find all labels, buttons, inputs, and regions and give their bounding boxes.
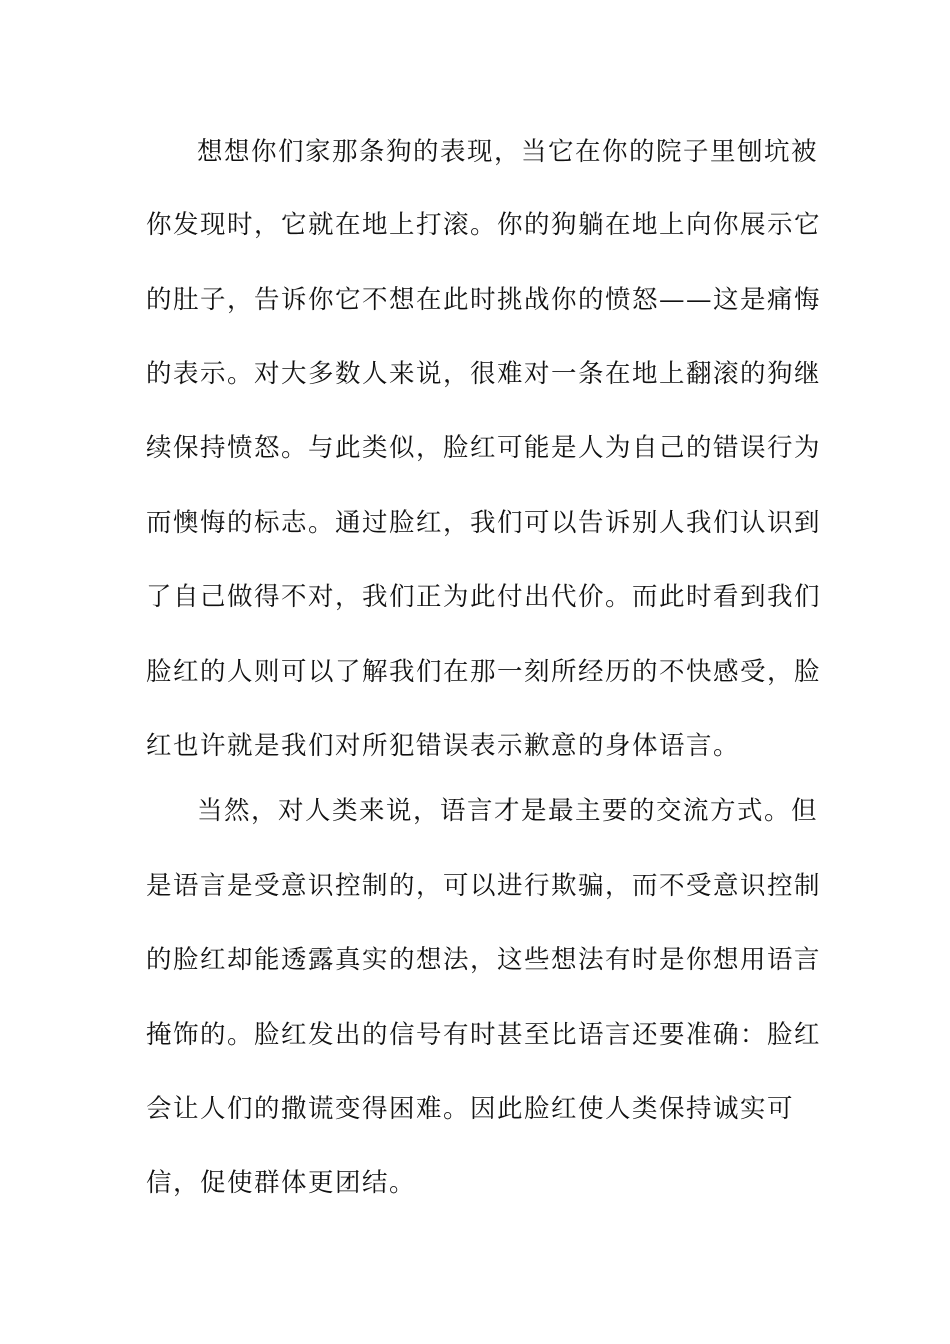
text-line: 想想你们家那条狗的表现，当它在你的院子里刨坑被	[197, 137, 819, 167]
text-line: 红也许就是我们对所犯错误表示歉意的身体语言。	[146, 731, 741, 761]
text-line: 的表示。对大多数人来说，很难对一条在地上翻滚的狗继	[146, 359, 822, 389]
text-line: 的脸红却能透露真实的想法，这些想法有时是你想用语言	[146, 945, 822, 975]
text-line: 而懊悔的标志。通过脸红，我们可以告诉别人我们认识到	[146, 508, 822, 538]
text-line: 脸红的人则可以了解我们在那一刻所经历的不快感受，脸	[146, 657, 822, 687]
text-line: 掩饰的。脸红发出的信号有时甚至比语言还要准确：脸红	[146, 1020, 822, 1050]
text-line: 信，促使群体更团结。	[146, 1168, 417, 1198]
text-line: 当然，对人类来说，语言才是最主要的交流方式。但	[197, 796, 819, 826]
text-line: 了自己做得不对，我们正为此付出代价。而此时看到我们	[146, 582, 822, 612]
text-line: 的肚子，告诉你它不想在此时挑战你的愤怒——这是痛悔	[146, 285, 822, 315]
text-line: 是语言是受意识控制的，可以进行欺骗，而不受意识控制	[146, 871, 822, 901]
text-line: 会让人们的撒谎变得困难。因此脸红使人类保持诚实可	[146, 1094, 795, 1124]
text-line: 续保持愤怒。与此类似，脸红可能是人为自己的错误行为	[146, 433, 822, 463]
text-line: 你发现时，它就在地上打滚。你的狗躺在地上向你展示它	[146, 210, 822, 240]
